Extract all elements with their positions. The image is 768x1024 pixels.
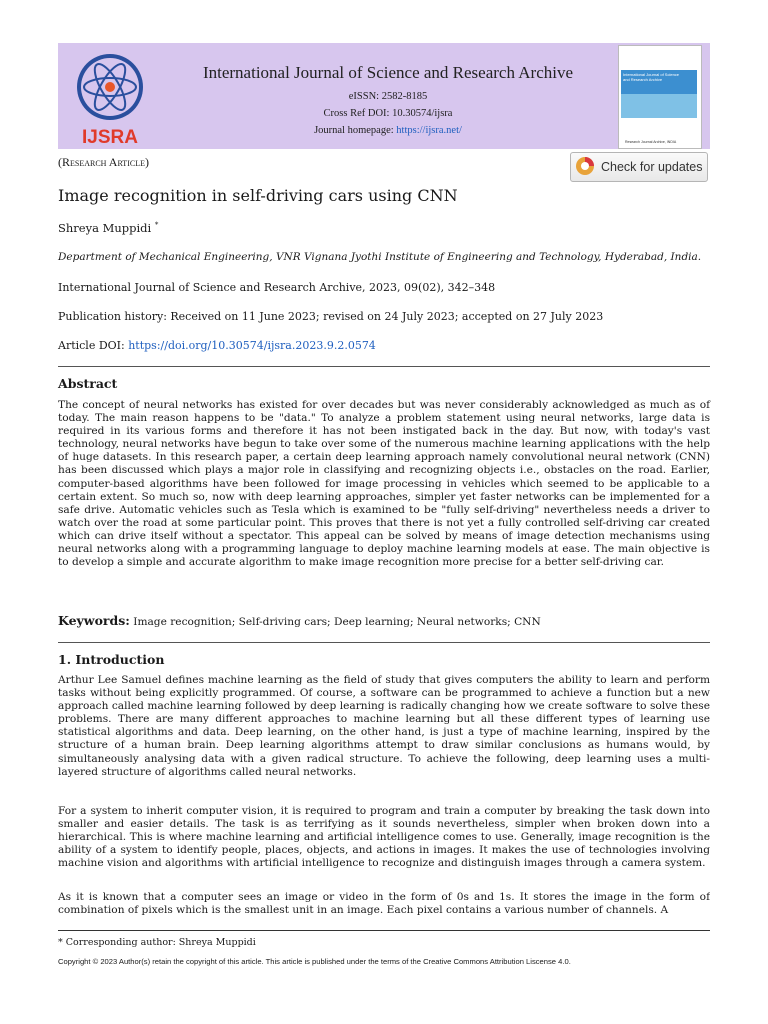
check-updates-label: Check for updates (601, 160, 703, 174)
intro-paragraph: For a system to inherit computer vision, it is required to program and train a computer by breaking the task down into smaller and easier details. The task is as terrifying as it sounds nevertheless, simpler when broken down into a hierarchical. This is where machine learning and artificial intelligence comes to use. Generally, image recognition is the ability of a system to identify people, places, objects, and actions in images. It makes the use of technologies involving machine vision and algorithms with artificial intelligence to recognize and distinguish images through a camera system. (58, 805, 710, 870)
intro-paragraph: Arthur Lee Samuel defines machine learning as the field of study that gives computers the ability to learn and perform tasks without being explicitly programmed. Of course, a software can be programmed to achieve a function but a new approach called machine learning followed by deep learning is radically changing how we create software to solve these problems. There are many different approaches to machine learning but all these different types of learning use statistical algorithms and data. Deep learning, on the other hand, is just a type of machine learning, inspired by the structure of a human brain. Deep learning algorithms attempt to draw similar conclusions as humans would, by simultaneously analysing data with a given radical structure. To achieve the following, deep learning uses a multi-layered structure of algorithms called neural networks. (58, 674, 710, 778)
homepage-label: Journal homepage: (314, 125, 397, 136)
keywords-list: Image recognition; Self-driving cars; Deep learning; Neural networks; CNN (133, 616, 541, 628)
crossref-doi: Cross Ref DOI: 10.30574/ijsra (323, 108, 453, 119)
footnote-divider (58, 930, 710, 931)
divider (58, 642, 710, 643)
eissn: eISSN: 2582-8185 (348, 91, 428, 102)
keywords (58, 613, 541, 628)
doi-link[interactable]: https://doi.org/10.30574/ijsra.2023.9.2.0574 (128, 339, 376, 352)
affiliation: Department of Mechanical Engineering, VNR Vignana Jyothi Institute of Engineering and Technology, Hyderabad, India. (58, 251, 702, 263)
introduction-heading: 1. Introduction (58, 652, 165, 667)
article-type: (Research Article) (58, 155, 149, 169)
corresponding-author-footnote: * Corresponding author: Shreya Muppidi (58, 937, 256, 948)
journal-cover-image (618, 45, 702, 149)
divider (58, 366, 710, 367)
article-title: Image recognition in self-driving cars using CNN (58, 186, 458, 205)
author-mark: * (154, 221, 159, 230)
cover-title: International Journal of Science and Research Archive (623, 72, 680, 82)
intro-paragraph: As it is known that a computer sees an image or video in the form of 0s and 1s. It stores the image in the form of combination of pixels which is the smallest unit in an image. Each pixel contains a various number of channels. A (58, 891, 710, 917)
journal-header (58, 43, 710, 149)
cover-band-lower (621, 94, 697, 118)
doi-label: Article DOI: (58, 339, 129, 352)
ijsra-logo (70, 49, 150, 145)
abstract-text: The concept of neural networks has existed for over decades but was never considerably acknowledged as much as of today. The main reason happens to be "data." To analyze a problem statement using neural networks, large data is required in its various forms and therefore it has not been instigated back in the day. But now, with today's vast technology, neural networks have begun to take over some of the numerous machine learning applications with the help of huge datasets. In this research paper, a certain deep learning approach namely convolutional neural network (CNN) has been discussed which plays a major role in classifying and recognizing objects i.e., obstacles on the road. Earlier, computer-based algorithms have been followed for image processing in vehicles which seemed to be applicable to a certain extent. So much so, now with deep learning approaches, simpler yet faster networks can be implemented for a safe drive. Automatic vehicles such as Tesla which is examined to be "fully self-driving" nevertheless needs a driver to watch over the road at some particular point. This proves that there is not yet a fully controlled self-driving car created which can drive itself without a spectator. This appeal can be solved by means of image detection mechanisms using neural networks along with a programming language to deploy machine learning models at ease. The main objective is to develop a simple and accurate algorithm to make image recognition more precise for a better self-driving car. (58, 399, 710, 569)
check-updates-icon (575, 156, 595, 179)
keywords-label: Keywords: (58, 613, 130, 628)
copyright-notice: Copyright © 2023 Author(s) retain the copyright of this article. This article is published under the terms of the Creative Commons Attribution Liscense 4.0. (58, 957, 571, 966)
check-for-updates-button[interactable] (570, 152, 708, 182)
cover-footer: Research Journal Archive, INDIA (625, 140, 677, 144)
homepage-link[interactable]: https://ijsra.net/ (396, 125, 462, 136)
citation: International Journal of Science and Research Archive, 2023, 09(02), 342–348 (58, 281, 496, 294)
journal-homepage (178, 125, 598, 136)
journal-title: International Journal of Science and Research Archive (202, 63, 574, 82)
logo-text: IJSRA (82, 127, 138, 145)
author-name: Shreya Muppidi (58, 221, 152, 235)
author (58, 221, 158, 235)
article-doi (58, 339, 376, 352)
publication-history: Publication history: Received on 11 June 2023; revised on 24 July 2023; accepted on 27 July 2023 (58, 310, 604, 323)
abstract-heading: Abstract (58, 376, 118, 391)
